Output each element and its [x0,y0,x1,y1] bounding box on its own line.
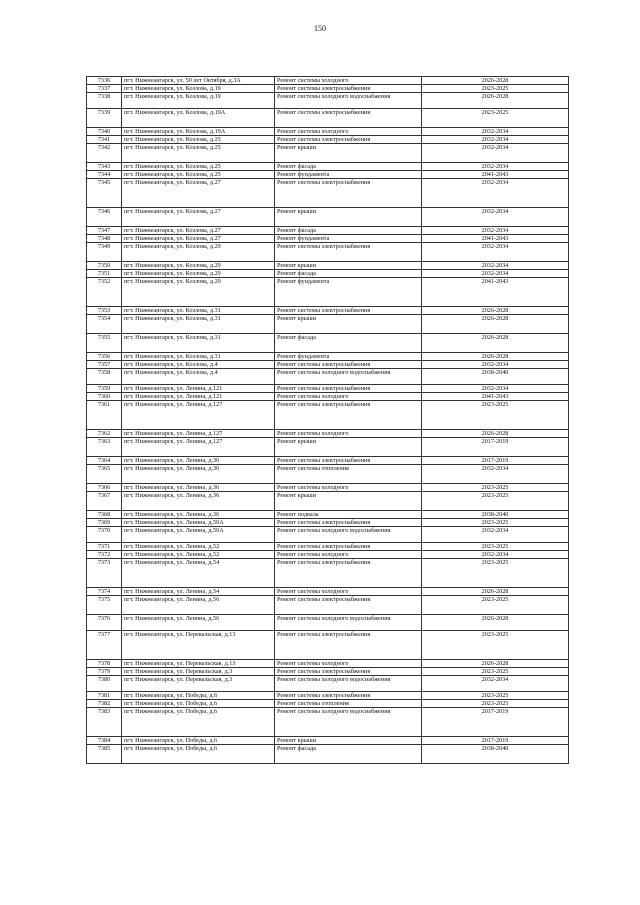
row-work-type: Ремонт крыши [275,492,422,511]
table-row [87,361,569,369]
table-row [87,401,569,430]
row-number: 7345 [87,179,122,208]
page-number: 150 [314,24,326,33]
row-work-type: Ремонт системы электроснабжения [275,307,422,315]
row-address: пгт. Нижнеангарск, ул. Ленина, д.127 [122,401,275,430]
row-address: пгт. Нижнеангарск, ул. Козлова, д.31 [122,334,275,353]
row-number: 7344 [87,171,122,179]
row-work-type: Ремонт фасада [275,745,422,764]
row-period: 2026-2028 [422,660,569,668]
row-period: 2026-2028 [422,430,569,438]
row-work-type: Ремонт системы холодного [275,430,422,438]
row-work-type: Ремонт крыши [275,737,422,745]
row-period: 2032-2034 [422,136,569,144]
table-row [87,615,569,631]
row-period: 2038-2040 [422,511,569,519]
table-row [87,465,569,484]
table-row [87,700,569,708]
row-work-type: Ремонт системы холодного водоснабжения [275,527,422,543]
row-address: пгт. Нижнеангарск, ул. Ленина, д.36 [122,457,275,465]
table-row [87,227,569,235]
row-period: 2032-2034 [422,527,569,543]
row-address: пгт. Нижнеангарск, ул. Козлова, д.25 [122,171,275,179]
row-period: 2032-2034 [422,385,569,393]
row-address: пгт. Нижнеангарск, ул. Победы, д.6 [122,692,275,700]
row-period: 2017-2019 [422,737,569,745]
row-number: 7338 [87,93,122,109]
row-work-type: Ремонт подвала [275,511,422,519]
row-number: 7361 [87,401,122,430]
row-period: 2023-2025 [422,492,569,511]
row-address: пгт. Нижнеангарск, ул. Ленина, д.52 [122,543,275,551]
table-row [87,278,569,307]
row-period: 2032-2034 [422,208,569,227]
row-address: пгт. Нижнеангарск, ул. Ленина, д.50А [122,519,275,527]
table-row [87,527,569,543]
row-number: 7350 [87,262,122,270]
row-period: 2023-2025 [422,559,569,588]
row-period: 2032-2034 [422,551,569,559]
row-period: 2026-2028 [422,615,569,631]
row-work-type: Ремонт фундамента [275,171,422,179]
row-address: пгт. Нижнеангарск, ул. Козлова, д.29 [122,270,275,278]
row-work-type: Ремонт системы холодного [275,660,422,668]
row-address: пгт. Нижнеангарск, ул. Победы, д.6 [122,700,275,708]
row-work-type: Ремонт системы отопления [275,465,422,484]
row-period: 2038-2040 [422,369,569,385]
row-address: пгт. Нижнеангарск, ул. Перевальская, д.13 [122,631,275,660]
table-row [87,692,569,700]
row-period: 2026-2028 [422,307,569,315]
row-address: пгт. Нижнеангарск, ул. Козлова, д.19 [122,93,275,109]
row-number: 7349 [87,243,122,262]
table-row [87,171,569,179]
row-address: пгт. Нижнеангарск, ул. Ленина, д.127 [122,430,275,438]
row-number: 7376 [87,615,122,631]
row-number: 7379 [87,668,122,676]
row-number: 7359 [87,385,122,393]
row-number: 7368 [87,511,122,519]
row-period: 2032-2034 [422,262,569,270]
table-row [87,438,569,457]
table-row [87,393,569,401]
row-number: 7340 [87,128,122,136]
row-number: 7356 [87,353,122,361]
row-work-type: Ремонт системы отопления [275,700,422,708]
row-address: пгт. Нижнеангарск, ул. Козлова, д.19А [122,128,275,136]
row-work-type: Ремонт системы холодного водоснабжения [275,676,422,692]
row-period: 2026-2028 [422,353,569,361]
table-row [87,492,569,511]
table-row [87,144,569,163]
row-address: пгт. Нижнеангарск, ул. Ленина, д.36 [122,511,275,519]
row-address: пгт. Нижнеангарск, ул. 50 лет Октября, д.3А [122,77,275,85]
row-number: 7365 [87,465,122,484]
row-work-type: Ремонт крыши [275,315,422,334]
table-row [87,543,569,551]
row-number: 7351 [87,270,122,278]
row-number: 7341 [87,136,122,144]
table-row [87,484,569,492]
table-row [87,708,569,737]
table-row [87,109,569,128]
row-work-type: Ремонт фасада [275,334,422,353]
table-row [87,353,569,361]
row-work-type: Ремонт системы электроснабжения [275,179,422,208]
row-work-type: Ремонт системы электроснабжения [275,457,422,465]
table-row [87,270,569,278]
row-period: 2023-2025 [422,543,569,551]
row-number: 7357 [87,361,122,369]
table-row [87,235,569,243]
table-row [87,668,569,676]
row-period: 2032-2034 [422,676,569,692]
table-row [87,631,569,660]
table-row [87,179,569,208]
row-period: 2023-2025 [422,692,569,700]
row-period: 2041-2043 [422,171,569,179]
row-number: 7385 [87,745,122,764]
row-period: 2023-2025 [422,484,569,492]
row-number: 7383 [87,708,122,737]
row-period: 2023-2025 [422,596,569,615]
row-address: пгт. Нижнеангарск, ул. Козлова, д.27 [122,179,275,208]
row-address: пгт. Нижнеангарск, ул. Козлова, д.19 [122,85,275,93]
row-address: пгт. Нижнеангарск, ул. Козлова, д.27 [122,227,275,235]
row-address: пгт. Нижнеангарск, ул. Перевальская, д.3 [122,676,275,692]
row-number: 7370 [87,527,122,543]
row-work-type: Ремонт фундамента [275,353,422,361]
row-work-type: Ремонт системы электроснабжения [275,401,422,430]
row-period: 2032-2034 [422,163,569,171]
row-address: пгт. Нижнеангарск, ул. Победы, д.6 [122,745,275,764]
row-number: 7378 [87,660,122,668]
row-work-type: Ремонт системы холодного [275,588,422,596]
row-period: 2017-2019 [422,708,569,737]
row-address: пгт. Нижнеангарск, ул. Козлова, д.29 [122,243,275,262]
row-period: 2017-2019 [422,457,569,465]
table-row [87,208,569,227]
row-number: 7352 [87,278,122,307]
row-address: пгт. Нижнеангарск, ул. Перевальская, д.13 [122,660,275,668]
row-period: 2032-2034 [422,270,569,278]
row-period: 2026-2028 [422,93,569,109]
row-work-type: Ремонт системы электроснабжения [275,109,422,128]
row-period: 2023-2025 [422,700,569,708]
row-number: 7348 [87,235,122,243]
table-row [87,737,569,745]
row-address: пгт. Нижнеангарск, ул. Ленина, д.121 [122,385,275,393]
row-period: 2041-2043 [422,393,569,401]
row-work-type: Ремонт системы электроснабжения [275,543,422,551]
table-row [87,369,569,385]
row-work-type: Ремонт системы электроснабжения [275,85,422,93]
row-work-type: Ремонт крыши [275,262,422,270]
row-period: 2041-2043 [422,235,569,243]
row-work-type: Ремонт системы электроснабжения [275,519,422,527]
row-period: 2026-2028 [422,334,569,353]
table-row [87,660,569,668]
row-number: 7353 [87,307,122,315]
row-address: пгт. Нижнеангарск, ул. Козлова, д.31 [122,307,275,315]
row-address: пгт. Нижнеангарск, ул. Козлова, д.27 [122,208,275,227]
row-address: пгт. Нижнеангарск, ул. Победы, д.6 [122,737,275,745]
table-row [87,262,569,270]
row-number: 7362 [87,430,122,438]
row-address: пгт. Нижнеангарск, ул. Ленина, д.36 [122,465,275,484]
table-row [87,457,569,465]
row-number: 7364 [87,457,122,465]
row-work-type: Ремонт системы холодного [275,551,422,559]
table-row [87,128,569,136]
row-work-type: Ремонт системы электроснабжения [275,596,422,615]
row-work-type: Ремонт системы холодного водоснабжения [275,369,422,385]
row-work-type: Ремонт системы холодного [275,484,422,492]
row-address: пгт. Нижнеангарск, ул. Козлова, д.4 [122,369,275,385]
row-address: пгт. Нижнеангарск, ул. Козлова, д.27 [122,235,275,243]
row-work-type: Ремонт фасада [275,227,422,235]
row-address: пгт. Нижнеангарск, ул. Ленина, д.54 [122,559,275,588]
row-number: 7380 [87,676,122,692]
table-row [87,676,569,692]
row-number: 7347 [87,227,122,235]
row-number: 7354 [87,315,122,334]
row-work-type: Ремонт системы электроснабжения [275,361,422,369]
row-number: 7372 [87,551,122,559]
table-row [87,243,569,262]
row-number: 7373 [87,559,122,588]
table-row [87,163,569,171]
row-work-type: Ремонт крыши [275,208,422,227]
row-work-type: Ремонт системы электроснабжения [275,631,422,660]
row-period: 2023-2025 [422,631,569,660]
row-number: 7363 [87,438,122,457]
table-row [87,430,569,438]
table-row [87,745,569,764]
row-period: 2026-2028 [422,588,569,596]
table-row [87,559,569,588]
table-row [87,85,569,93]
table-row [87,551,569,559]
row-period: 2017-2019 [422,438,569,457]
row-period: 2032-2034 [422,128,569,136]
row-work-type: Ремонт фундамента [275,235,422,243]
row-work-type: Ремонт системы электроснабжения [275,692,422,700]
row-work-type: Ремонт системы холодного [275,393,422,401]
row-number: 7343 [87,163,122,171]
row-period: 2023-2025 [422,401,569,430]
row-address: пгт. Нижнеангарск, ул. Козлова, д.4 [122,361,275,369]
row-address: пгт. Нижнеангарск, ул. Козлова, д.31 [122,353,275,361]
row-address: пгт. Нижнеангарск, ул. Козлова, д.29 [122,278,275,307]
row-period: 2023-2025 [422,668,569,676]
row-period: 2026-2028 [422,315,569,334]
row-address: пгт. Нижнеангарск, ул. Козлова, д.29 [122,262,275,270]
repair-schedule-table [86,76,569,764]
row-address: пгт. Нижнеангарск, ул. Ленина, д.36 [122,492,275,511]
row-number: 7342 [87,144,122,163]
table-row [87,588,569,596]
row-address: пгт. Нижнеангарск, ул. Ленина, д.121 [122,393,275,401]
row-work-type: Ремонт системы холодного [275,77,422,85]
row-number: 7381 [87,692,122,700]
table-row [87,93,569,109]
table-row [87,385,569,393]
row-number: 7339 [87,109,122,128]
row-number: 7355 [87,334,122,353]
row-work-type: Ремонт крыши [275,438,422,457]
row-address: пгт. Нижнеангарск, ул. Ленина, д.56 [122,615,275,631]
row-period: 2023-2025 [422,85,569,93]
row-address: пгт. Нижнеангарск, ул. Козлова, д.25 [122,144,275,163]
table-row [87,511,569,519]
row-number: 7374 [87,588,122,596]
row-number: 7384 [87,737,122,745]
row-period: 2032-2034 [422,243,569,262]
row-number: 7369 [87,519,122,527]
row-address: пгт. Нижнеангарск, ул. Ленина, д.50А [122,527,275,543]
row-number: 7346 [87,208,122,227]
table-row [87,136,569,144]
table-row [87,334,569,353]
row-work-type: Ремонт системы холодного водоснабжения [275,708,422,737]
row-number: 7360 [87,393,122,401]
row-number: 7367 [87,492,122,511]
row-work-type: Ремонт системы холодного водоснабжения [275,93,422,109]
row-number: 7382 [87,700,122,708]
row-work-type: Ремонт системы электроснабжения [275,559,422,588]
row-work-type: Ремонт фасада [275,270,422,278]
row-number: 7336 [87,77,122,85]
row-work-type: Ремонт крыши [275,144,422,163]
row-work-type: Ремонт фасада [275,163,422,171]
row-number: 7371 [87,543,122,551]
row-work-type: Ремонт системы холодного водоснабжения [275,615,422,631]
row-address: пгт. Нижнеангарск, ул. Ленина, д.127 [122,438,275,457]
row-period: 2026-2028 [422,77,569,85]
table-body [87,77,569,764]
row-number: 7358 [87,369,122,385]
row-work-type: Ремонт системы электроснабжения [275,668,422,676]
table-row [87,315,569,334]
row-number: 7375 [87,596,122,615]
row-work-type: Ремонт фундамента [275,278,422,307]
row-work-type: Ремонт системы электроснабжения [275,243,422,262]
row-number: 7366 [87,484,122,492]
row-address: пгт. Нижнеангарск, ул. Победы, д.6 [122,708,275,737]
row-period: 2032-2034 [422,179,569,208]
table-row [87,596,569,615]
row-address: пгт. Нижнеангарск, ул. Козлова, д.31 [122,315,275,334]
table-row [87,519,569,527]
row-period: 2023-2025 [422,109,569,128]
row-address: пгт. Нижнеангарск, ул. Козлова, д.25 [122,136,275,144]
row-address: пгт. Нижнеангарск, ул. Ленина, д.56 [122,596,275,615]
row-work-type: Ремонт системы электроснабжения [275,136,422,144]
row-work-type: Ремонт системы электроснабжения [275,385,422,393]
row-number: 7337 [87,85,122,93]
table-row [87,77,569,85]
row-period: 2032-2034 [422,465,569,484]
row-address: пгт. Нижнеангарск, ул. Перевальская, д.3 [122,668,275,676]
row-number: 7377 [87,631,122,660]
row-period: 2041-2043 [422,278,569,307]
row-address: пгт. Нижнеангарск, ул. Ленина, д.52 [122,551,275,559]
row-address: пгт. Нижнеангарск, ул. Козлова, д.19А [122,109,275,128]
row-work-type: Ремонт системы холодного [275,128,422,136]
row-address: пгт. Нижнеангарск, ул. Козлова, д.25 [122,163,275,171]
row-period: 2023-2025 [422,519,569,527]
row-address: пгт. Нижнеангарск, ул. Ленина, д.54 [122,588,275,596]
table-row [87,307,569,315]
row-period: 2032-2034 [422,361,569,369]
row-period: 2032-2034 [422,144,569,163]
row-period: 2038-2040 [422,745,569,764]
row-period: 2032-2034 [422,227,569,235]
row-address: пгт. Нижнеангарск, ул. Ленина, д.36 [122,484,275,492]
